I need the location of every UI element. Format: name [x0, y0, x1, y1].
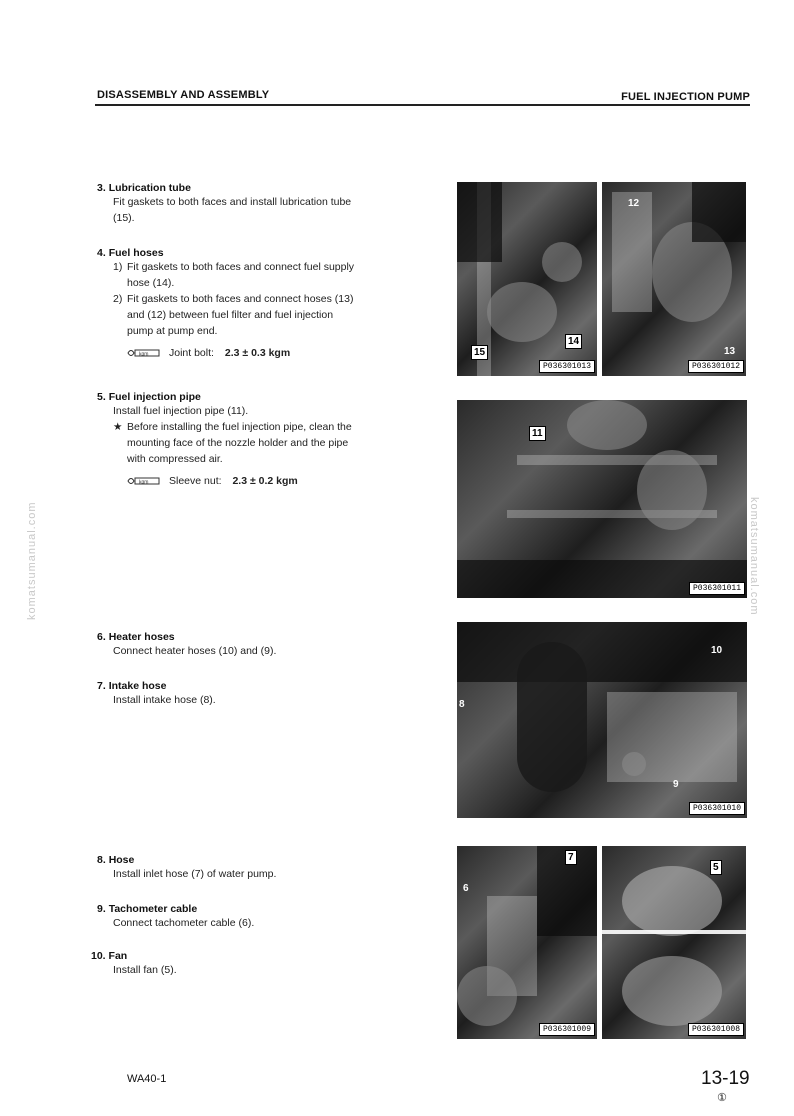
callout-15: 15 — [471, 345, 488, 360]
step-title: Fuel hoses — [108, 247, 164, 259]
step-10 — [91, 950, 407, 978]
footer-model: WA40-1 — [127, 1073, 167, 1085]
step-3 — [97, 182, 407, 226]
note-text: with compressed air. — [127, 453, 223, 465]
photo-fuel-hoses — [602, 182, 746, 376]
step-text: Connect heater hoses (10) and (9). — [113, 645, 277, 657]
photo-lubrication-tube — [457, 182, 597, 376]
step-title: Hose — [108, 854, 135, 866]
step-7 — [97, 680, 407, 708]
footer-revision-mark: ① — [717, 1092, 727, 1104]
header-chapter-title: FUEL INJECTION PUMP — [621, 91, 750, 103]
step-text: Fit gaskets to both faces and connect fuel supply — [127, 261, 355, 273]
watermark-left: komatsumanual.com — [26, 501, 38, 620]
photo-code: P036301010 — [689, 802, 745, 815]
torque-spec — [113, 345, 407, 361]
step-text: (15). — [113, 212, 135, 224]
step-text: Fit gaskets to both faces and connect hoses (13) — [127, 293, 354, 305]
callout-10: 10 — [711, 645, 723, 656]
step-text: Fit gaskets to both faces and install lubrication tube — [113, 196, 352, 208]
step-number: 4. — [97, 247, 106, 259]
photo-code: P036301012 — [688, 360, 744, 373]
torque-value: 2.3 ± 0.2 kgm — [232, 475, 298, 487]
step-text: and (12) between fuel filter and fuel injection — [127, 309, 334, 321]
step-text: pump at pump end. — [127, 325, 218, 337]
step-8 — [97, 854, 407, 882]
step-title: Lubrication tube — [108, 182, 191, 194]
callout-5: 5 — [710, 860, 722, 875]
step-title: Fuel injection pipe — [108, 391, 201, 403]
step-number: 7. — [97, 680, 106, 692]
step-text: Connect tachometer cable (6). — [113, 917, 255, 929]
torque-value: 2.3 ± 0.3 kgm — [224, 347, 291, 359]
note-text: mounting face of the nozzle holder and the pipe — [127, 437, 349, 449]
step-text: Install inlet hose (7) of water pump. — [113, 868, 277, 880]
photo-hose-tachometer — [457, 846, 597, 1039]
step-5 — [97, 391, 407, 489]
callout-9: 9 — [673, 779, 679, 790]
photo-code: P036301009 — [539, 1023, 595, 1036]
step-text: Install fuel injection pipe (11). — [113, 405, 249, 417]
photo-code: P036301013 — [539, 360, 595, 373]
callout-7: 7 — [565, 850, 577, 865]
step-text: Install intake hose (8). — [113, 694, 216, 706]
step-number: 9. — [97, 903, 106, 915]
svg-text:kgm: kgm — [139, 479, 149, 486]
step-title: Tachometer cable — [108, 903, 198, 915]
step-number: 5. — [97, 391, 106, 403]
step-6 — [97, 631, 407, 659]
torque-label: Joint bolt: — [169, 347, 214, 359]
footer-page-number: 13-19 — [701, 1068, 750, 1089]
step-text: hose (14). — [127, 277, 175, 289]
note-star-icon: ★ — [113, 421, 123, 433]
step-number: 8. — [97, 854, 106, 866]
photo-fan — [602, 846, 746, 1039]
step-number: 3. — [97, 182, 106, 194]
photo-code: P036301011 — [689, 582, 745, 595]
photo-code: P036301008 — [688, 1023, 744, 1036]
callout-12: 12 — [628, 198, 640, 209]
photo-heater-hoses — [457, 622, 747, 818]
callout-8: 8 — [459, 699, 465, 710]
substep-number: 1) — [113, 261, 123, 273]
step-title: Fan — [108, 950, 128, 962]
step-number: 10. — [91, 950, 106, 962]
svg-text:kgm: kgm — [139, 351, 149, 358]
note-text: Before installing the fuel injection pipe, clean the — [127, 421, 352, 433]
watermark-right: komatsumanual.com — [748, 497, 760, 616]
torque-label: Sleeve nut: — [169, 475, 222, 487]
step-title: Intake hose — [108, 680, 167, 692]
step-9 — [97, 903, 407, 931]
torque-spec — [113, 473, 407, 489]
callout-11: 11 — [529, 426, 546, 441]
step-4 — [97, 247, 407, 361]
substep-number: 2) — [113, 293, 123, 305]
callout-14: 14 — [565, 334, 582, 349]
photo-fuel-injection-pipe — [457, 400, 747, 598]
torque-wrench-icon — [127, 348, 161, 358]
header-section-title: DISASSEMBLY AND ASSEMBLY — [97, 89, 270, 101]
callout-6: 6 — [463, 883, 469, 894]
step-title: Heater hoses — [108, 631, 175, 643]
step-number: 6. — [97, 631, 106, 643]
torque-wrench-icon — [127, 476, 161, 486]
header-rule — [95, 104, 750, 106]
step-text: Install fan (5). — [113, 964, 177, 976]
callout-13: 13 — [724, 346, 736, 357]
